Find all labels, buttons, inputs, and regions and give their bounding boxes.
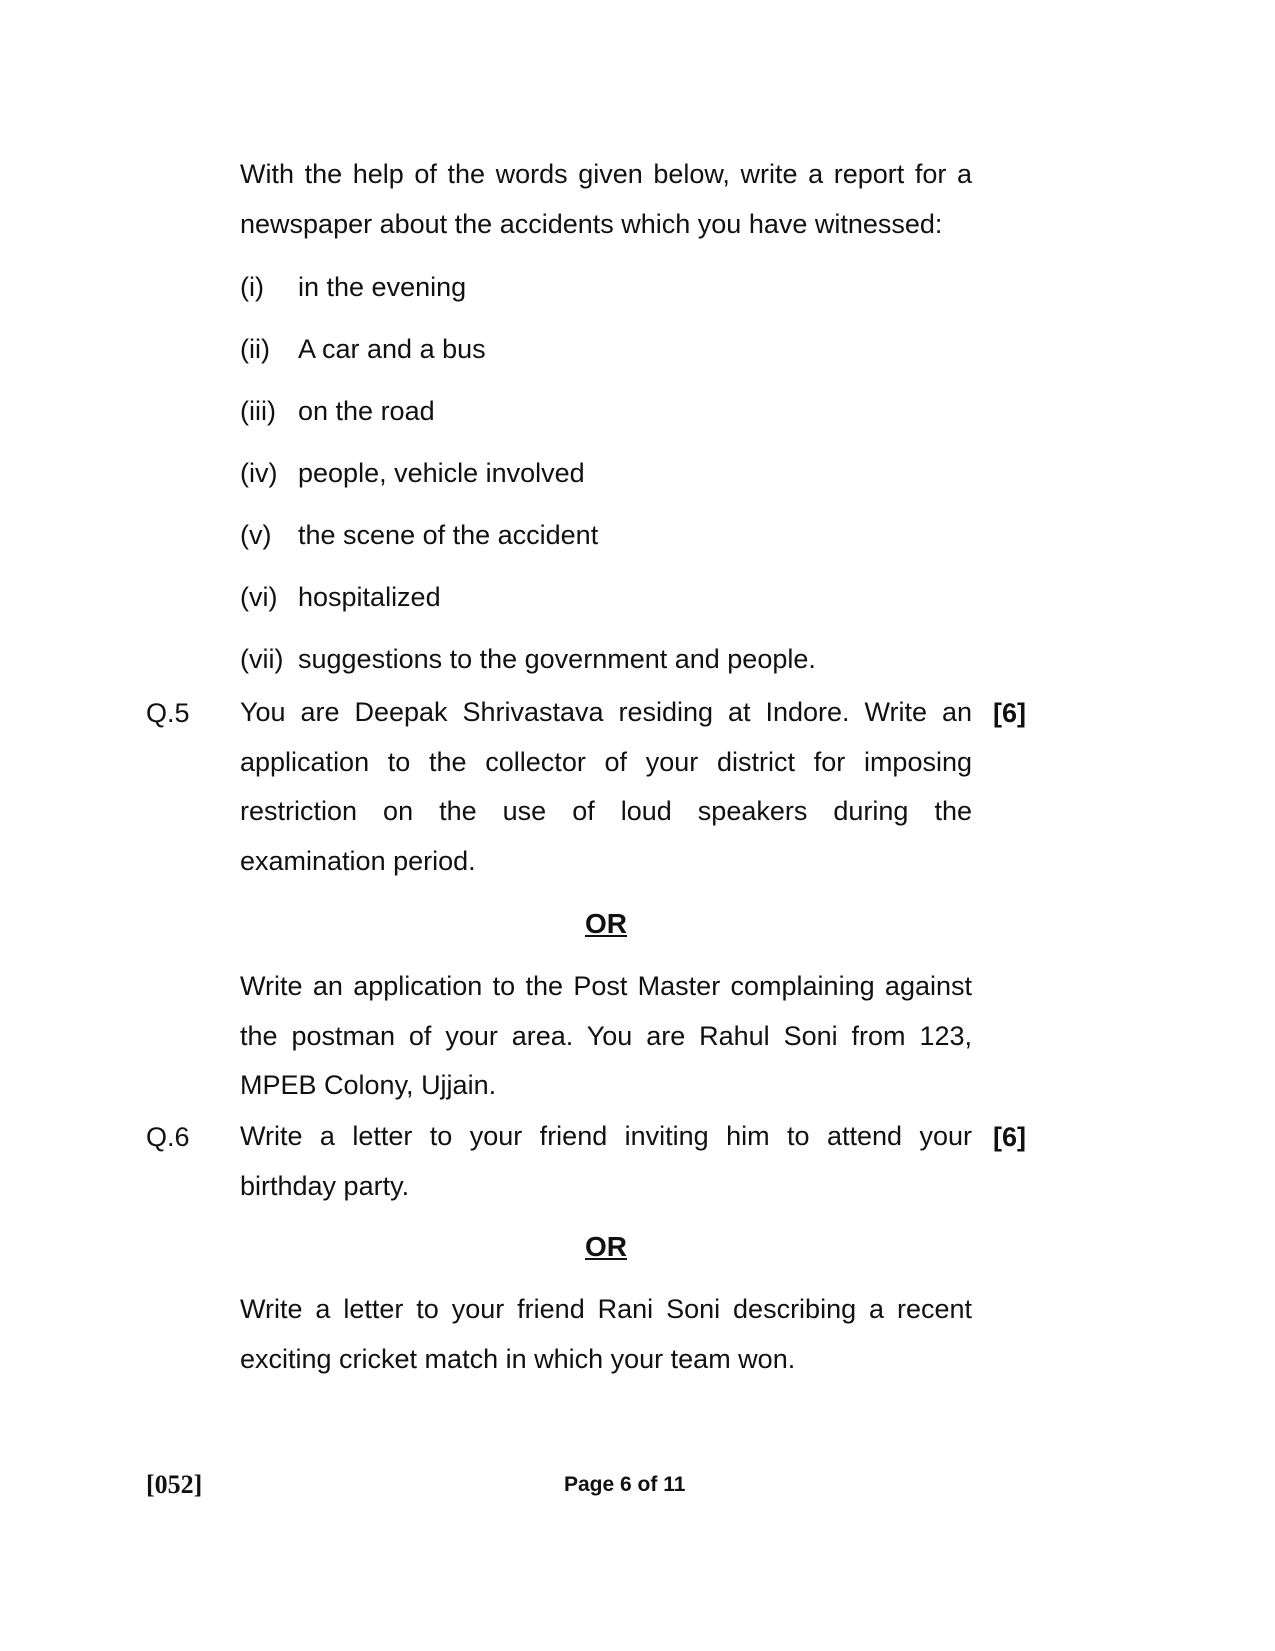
question-line: MPEB Colony, Ujjain. bbox=[240, 1070, 497, 1100]
list-item bbox=[240, 329, 486, 369]
or-divider: OR bbox=[585, 1231, 627, 1262]
intro-paragraph bbox=[240, 150, 972, 249]
list-item bbox=[240, 391, 435, 431]
list-item-text: hospitalized bbox=[298, 582, 441, 612]
question-marks: [6] bbox=[993, 1122, 1026, 1152]
list-item-numeral: (vi) bbox=[240, 582, 278, 612]
intro-line: With the help of the words given below, write a report for a bbox=[240, 159, 972, 189]
question-line: restriction on the use of loud speakers during the bbox=[240, 796, 972, 826]
list-item bbox=[240, 515, 598, 555]
list-item-text: on the road bbox=[298, 396, 435, 426]
alternative-question-text bbox=[240, 962, 972, 1111]
list-item bbox=[240, 453, 585, 493]
list-item-text: suggestions to the government and people. bbox=[298, 644, 816, 674]
or-divider: OR bbox=[585, 908, 627, 939]
list-item bbox=[240, 639, 816, 679]
list-item-numeral: (iv) bbox=[240, 458, 278, 488]
intro-line: newspaper about the accidents which you have witnessed: bbox=[240, 208, 943, 239]
page-number: Page 6 of 11 bbox=[564, 1473, 686, 1496]
paper-code: [052] bbox=[146, 1470, 203, 1499]
question-line: Write a letter to your friend Rani Soni describing a recent bbox=[240, 1294, 972, 1324]
question-marks: [6] bbox=[993, 698, 1026, 728]
question-line: exciting cricket match in which your team won. bbox=[240, 1343, 796, 1374]
list-item bbox=[240, 577, 441, 617]
list-item-text: the scene of the accident bbox=[298, 520, 599, 550]
list-item-numeral: (iii) bbox=[240, 396, 276, 426]
question-line: You are Deepak Shrivastava residing at Indore. Write an bbox=[240, 697, 972, 727]
question-line: Write a letter to your friend inviting him to attend your bbox=[240, 1121, 972, 1151]
list-item bbox=[240, 267, 466, 307]
list-item-text: A car and a bus bbox=[298, 334, 486, 364]
question-line: examination period. bbox=[240, 845, 476, 876]
question-line: birthday party. bbox=[240, 1170, 410, 1201]
alternative-question-text bbox=[240, 1285, 972, 1384]
question-line: application to the collector of your district for imposing bbox=[240, 746, 972, 777]
list-item-numeral: (v) bbox=[240, 520, 272, 550]
list-item-text: people, vehicle involved bbox=[298, 458, 585, 488]
question-line: the postman of your area. You are Rahul Soni from 123, bbox=[240, 1020, 972, 1051]
question-text bbox=[240, 1112, 972, 1211]
question-text bbox=[240, 688, 972, 886]
list-item-numeral: (vii) bbox=[240, 644, 284, 674]
question-line: Write an application to the Post Master complaining against bbox=[240, 971, 972, 1001]
list-item-numeral: (i) bbox=[240, 272, 264, 302]
question-number: Q.5 bbox=[146, 698, 190, 728]
list-item-text: in the evening bbox=[298, 272, 467, 302]
list-item-numeral: (ii) bbox=[240, 334, 270, 364]
question-number: Q.6 bbox=[146, 1122, 190, 1152]
